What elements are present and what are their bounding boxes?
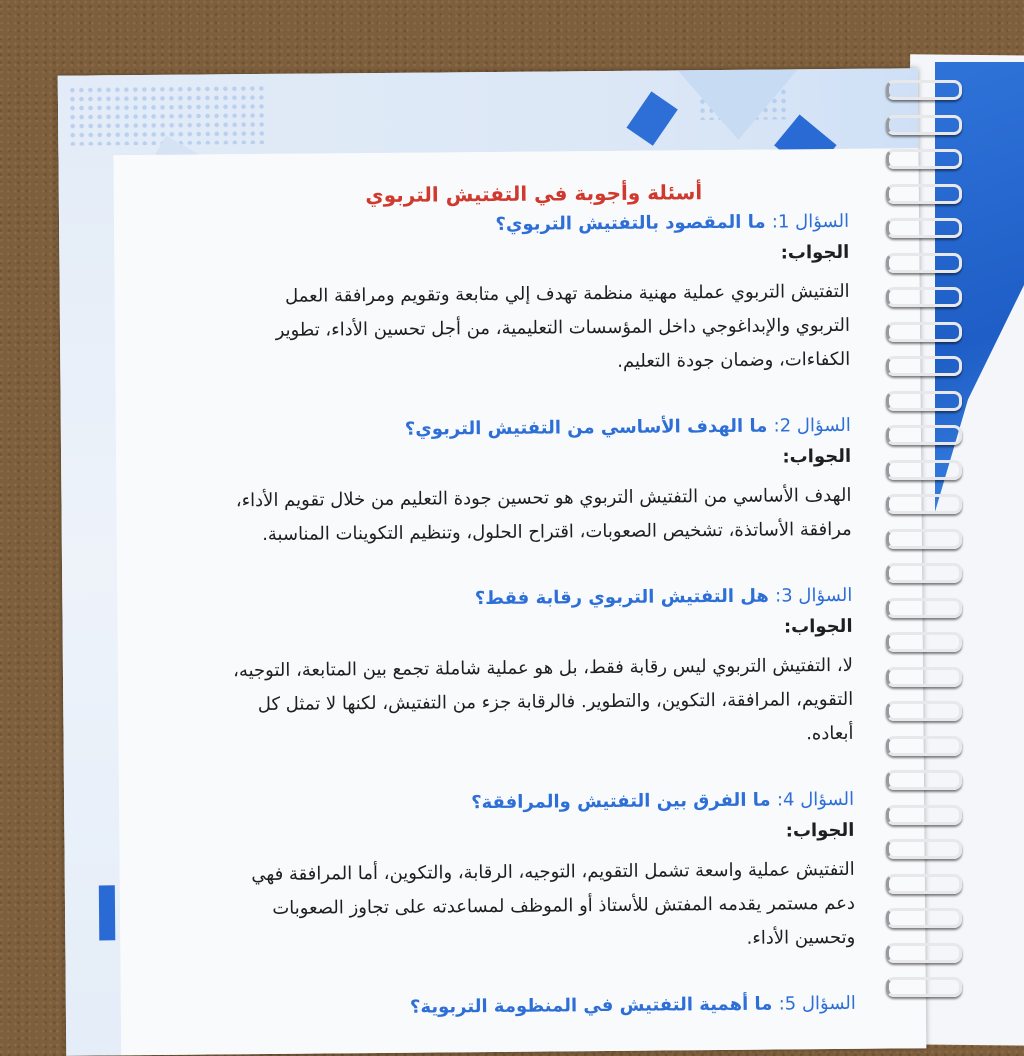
question-5 [166, 993, 856, 1020]
spiral-ring [886, 943, 962, 963]
qa-block-1 [159, 211, 850, 383]
spiral-ring [886, 839, 962, 859]
spiral-ring [886, 356, 962, 376]
question-text: ما الهدف الأساسي من التفتيش التربوي؟ [404, 415, 768, 440]
spiral-ring [886, 391, 962, 411]
notebook-page [58, 68, 927, 1055]
question-text: ما المقصود بالتفتيش التربوي؟ [495, 211, 766, 235]
spiral-ring [886, 287, 962, 307]
answer-label: الجواب: [783, 615, 853, 638]
spiral-ring [886, 874, 962, 894]
spiral-ring [886, 667, 962, 687]
spiral-ring [886, 701, 962, 721]
spiral-ring [886, 494, 962, 514]
question-text: ما الفرق بين التفتيش والمرافقة؟ [471, 789, 771, 814]
qa-block-5 [166, 993, 856, 1020]
question-text: هل التفتيش التربوي رقابة فقط؟ [474, 585, 769, 610]
question-2 [161, 415, 851, 442]
spiral-ring [886, 632, 962, 652]
qa-block-2 [161, 415, 852, 553]
spiral-ring [886, 805, 962, 825]
answer-text: التفتيش التربوي عملية مهنية منظمة تهدف إلي متابعة وتقويم ومرافقة العمل التربوي والإبداغوجي داخل المؤسسات التعليمية، من أجل تحسين الأداء، تطوير الكفاءات، وضمان جودة التعليم. [275, 280, 851, 372]
question-number: السؤال 4: [776, 788, 855, 811]
spiral-ring [886, 149, 962, 169]
question-number: السؤال 1: [771, 210, 850, 233]
qa-block-3 [162, 585, 853, 757]
spiral-ring [886, 770, 962, 790]
spiral-ring [886, 322, 962, 342]
qa-content [159, 179, 856, 1030]
spiral-ring [886, 977, 962, 997]
spiral-ring [886, 460, 962, 480]
answer-text: التفتيش عملية واسعة تشمل التقويم، التوجيه، الرقابة، والتكوين، أما المرافقة فهي دعم مستمر يقدمه المفتش للأستاذ أو الموظف لمساعدته على تجاوز الصعوبات وتحسين الأداء. [251, 858, 856, 949]
question-3 [162, 585, 852, 612]
spiral-ring [886, 184, 962, 204]
blue-strip-decoration [99, 885, 115, 940]
spiral-ring [886, 736, 962, 756]
spiral-ring [886, 563, 962, 583]
question-number: السؤال 3: [775, 584, 853, 607]
spiral-binding [880, 80, 965, 1020]
spiral-ring [886, 115, 962, 135]
question-number: السؤال 2: [773, 414, 851, 437]
spiral-ring [886, 253, 962, 273]
question-text: ما أهمية التفتيش في المنظومة التربوية؟ [409, 993, 773, 1018]
qa-block-4 [164, 789, 855, 961]
page-title: أسئلة وأجوبة في التفتيش التربوي [365, 180, 703, 208]
spiral-ring [886, 529, 962, 549]
spiral-ring [886, 908, 962, 928]
question-number: السؤال 5: [778, 992, 856, 1015]
spiral-ring [886, 218, 962, 238]
spiral-ring [886, 80, 962, 100]
spiral-ring [886, 598, 962, 618]
spiral-ring [886, 425, 962, 445]
answer-label: الجواب: [780, 241, 850, 264]
question-4 [164, 789, 854, 816]
answer-text: لا، التفتيش التربوي ليس رقابة فقط، بل هو عملية شاملة تجمع بين المتابعة، التوجيه، التقويم، المرافقة، التكوين، والتطوير. فالرقابة جزء من التفتيش، لكنها لا تمثل كل أبعاده. [233, 654, 854, 745]
question-1 [159, 211, 849, 238]
answer-text: الهدف الأساسي من التفتيش التربوي هو تحسين جودة التعليم من خلال تقويم الأداء، مرافقة الأساتذة، تشخيص الصعوبات، اقتراح الحلول، وتنظيم التكوينات المناسبة. [235, 484, 852, 546]
answer-label: الجواب: [782, 445, 852, 468]
answer-label: الجواب: [785, 819, 855, 842]
